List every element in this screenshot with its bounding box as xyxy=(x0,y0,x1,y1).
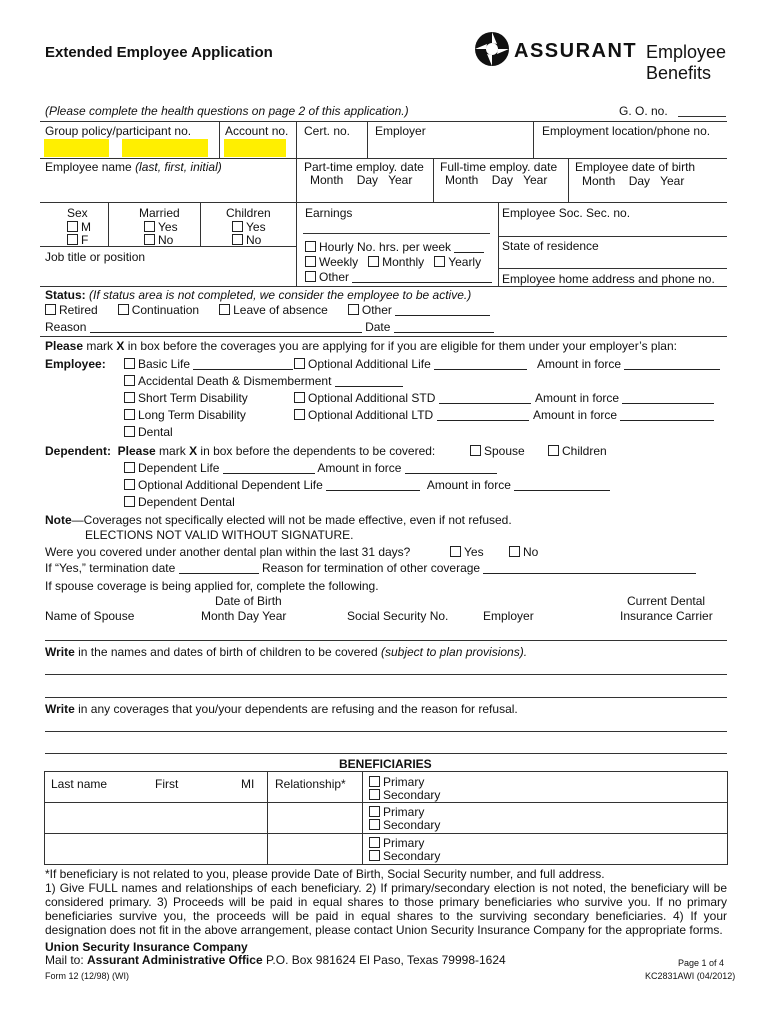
checkbox-icon[interactable] xyxy=(509,546,520,557)
dependent-line xyxy=(45,444,435,458)
refusal-entry-line-1[interactable] xyxy=(45,731,727,732)
dob-mdy-label: Month Day Year xyxy=(201,609,287,623)
assurant-logo xyxy=(473,30,511,71)
checkbox-icon[interactable] xyxy=(305,241,316,252)
secondary-label: Secondary xyxy=(383,849,441,863)
ltd-label: Long Term Disability xyxy=(138,408,246,422)
amount-line-3 xyxy=(533,408,714,422)
continuation-label: Continuation xyxy=(131,303,200,317)
location-label: Employment location/phone no. xyxy=(542,124,711,138)
logo-sub-benefits: Benefits xyxy=(646,63,712,83)
secondary-option[interactable] xyxy=(369,819,440,832)
secondary-option[interactable] xyxy=(369,850,440,863)
opt-add-life-field[interactable] xyxy=(434,369,527,370)
divider xyxy=(44,833,728,834)
dental-yes-option[interactable] xyxy=(450,545,484,559)
please-text: Please xyxy=(117,444,156,458)
refusal-entry-line-2[interactable] xyxy=(45,753,727,754)
date-label: Date xyxy=(365,320,391,334)
checkbox-icon[interactable] xyxy=(294,392,305,403)
birth-date-label: Employee date of birth xyxy=(575,160,696,174)
beneficiaries-title: BENEFICIARIES xyxy=(339,757,432,771)
note-label: Note xyxy=(45,513,72,527)
checkbox-icon[interactable] xyxy=(294,358,305,369)
note-line xyxy=(45,513,512,527)
sex-f-label: F xyxy=(81,233,89,247)
ben-rel-label: Relationship* xyxy=(275,777,346,791)
hours-field[interactable] xyxy=(454,252,484,253)
write-refusal-text: in any coverages that you/your dependents are refusing and the reason for refusal. xyxy=(74,702,518,716)
account-field[interactable] xyxy=(224,139,286,157)
x-text: X xyxy=(116,339,125,353)
status-label: Status: xyxy=(45,288,86,302)
divider xyxy=(568,158,569,202)
status-hint: (If status area is not completed, we consider the employee to be active.) xyxy=(89,288,472,302)
primary-label: Primary xyxy=(383,775,425,789)
employee-coverage-label: Employee: xyxy=(45,357,106,371)
divider xyxy=(296,121,297,158)
divider xyxy=(296,158,297,202)
instruction-text: (Please complete the health questions on page 2 of this application.) xyxy=(45,104,409,118)
ssn-label: Employee Soc. Sec. no. xyxy=(502,206,631,220)
write-children-line xyxy=(45,645,527,659)
divider xyxy=(44,864,728,865)
add-field[interactable] xyxy=(335,386,403,387)
yes-label: Yes xyxy=(464,545,484,559)
checkbox-icon[interactable] xyxy=(294,409,305,420)
checkbox-icon[interactable] xyxy=(67,234,78,245)
year-label: Year xyxy=(388,173,413,187)
full-time-label: Full-time employ. date xyxy=(440,160,558,174)
dental-label: Dental xyxy=(138,425,173,439)
office-name: Assurant Administrative Office xyxy=(87,953,263,967)
amount-label: Amount in force xyxy=(535,391,620,405)
children-no-option[interactable] xyxy=(232,233,261,247)
amount-label: Amount in force xyxy=(426,478,511,492)
opt-add-life-label: Optional Additional Life xyxy=(308,357,431,371)
dep-dental-label: Dependent Dental xyxy=(138,495,235,509)
basic-life-field[interactable] xyxy=(193,369,293,370)
divider xyxy=(44,802,728,803)
amount-label: Amount in force xyxy=(537,357,622,371)
write-refusal-line xyxy=(45,702,518,716)
hourly-option[interactable] xyxy=(305,240,484,254)
pay-freq-options xyxy=(305,255,481,269)
divider xyxy=(498,268,727,269)
retired-label: Retired xyxy=(59,303,98,317)
divider xyxy=(40,286,727,287)
dep-life-field[interactable] xyxy=(223,473,315,474)
status-line xyxy=(45,288,471,302)
checkbox-icon[interactable] xyxy=(369,776,380,787)
hourly-label: Hourly No. hrs. per week xyxy=(319,240,452,254)
amount-label: Amount in force xyxy=(533,408,618,422)
opt-ltd-label: Optional Additional LTD xyxy=(308,408,434,422)
children-cov-label: Children xyxy=(562,444,607,458)
ben-first-label: First xyxy=(155,777,179,791)
write-children-text: in the names and dates of birth of children to be covered xyxy=(74,645,381,659)
no-label: No xyxy=(246,233,262,247)
amount-field[interactable] xyxy=(405,473,497,474)
earnings-field[interactable] xyxy=(303,233,490,234)
status-other-field[interactable] xyxy=(395,315,490,316)
basic-life-option[interactable] xyxy=(124,357,293,371)
ltd-option[interactable] xyxy=(124,408,246,422)
amount-field[interactable] xyxy=(620,420,714,421)
amount-field[interactable] xyxy=(624,369,720,370)
std-option[interactable] xyxy=(124,391,248,405)
amount-line-1 xyxy=(537,357,720,371)
checkbox-icon[interactable] xyxy=(470,445,481,456)
month-label: Month xyxy=(445,173,479,187)
day-label: Day xyxy=(356,173,379,187)
other-field[interactable] xyxy=(352,282,492,283)
divider xyxy=(433,158,434,202)
spouse-ssn-label: Social Security No. xyxy=(347,609,449,623)
spouse-label: Spouse xyxy=(484,444,525,458)
reason-field[interactable] xyxy=(90,332,362,333)
secondary-label: Secondary xyxy=(383,788,441,802)
part-time-mdy xyxy=(310,173,412,187)
divider xyxy=(40,202,727,203)
page-number: Page 1 of 4 xyxy=(678,958,725,968)
checkbox-icon[interactable] xyxy=(45,304,56,315)
divider xyxy=(367,121,368,158)
checkbox-icon[interactable] xyxy=(369,819,380,830)
day-label: Day xyxy=(628,174,651,188)
divider xyxy=(362,771,363,864)
children-option[interactable] xyxy=(548,444,607,458)
job-title-label: Job title or position xyxy=(45,250,146,264)
dental-question: Were you covered under another dental plan within the last 31 days? xyxy=(45,545,411,559)
write-children-hint: (subject to plan provisions). xyxy=(380,645,528,659)
company-name: Union Security Insurance Company xyxy=(45,940,248,954)
checkbox-icon[interactable] xyxy=(124,496,135,507)
yes-label: Yes xyxy=(158,220,178,234)
divider xyxy=(44,771,45,864)
pay-other-option[interactable] xyxy=(305,270,492,284)
form-number: Form 12 (12/98) (WI) xyxy=(45,971,130,981)
primary-label: Primary xyxy=(383,805,425,819)
divider xyxy=(296,202,297,286)
dep-instr-text: in box before the dependents to be covered: xyxy=(197,444,436,458)
divider xyxy=(219,121,220,158)
checkbox-icon[interactable] xyxy=(434,256,445,267)
checkbox-icon[interactable] xyxy=(124,479,135,490)
no-label: No xyxy=(523,545,539,559)
part-time-label: Part-time employ. date xyxy=(304,160,424,174)
divider xyxy=(727,771,728,864)
note-text: —Coverages not specifically elected will not be made effective, even if not refused. xyxy=(71,513,512,527)
form-title: Extended Employee Application xyxy=(45,44,273,61)
term-label: If “Yes,” termination date xyxy=(45,561,176,575)
spouse-entry-line[interactable] xyxy=(45,640,727,641)
dep-dental-option[interactable] xyxy=(124,495,235,509)
add-label: Accidental Death & Dismemberment xyxy=(138,374,332,388)
ben-last-label: Last name xyxy=(51,777,108,791)
opt-add-life-option[interactable] xyxy=(294,357,527,371)
cert-label: Cert. no. xyxy=(304,124,351,138)
spouse-employer-label: Employer xyxy=(483,609,534,623)
children-entry-line-2[interactable] xyxy=(45,697,727,698)
x-text: X xyxy=(189,444,198,458)
dob-label: Date of Birth xyxy=(215,594,282,608)
employer-label: Employer xyxy=(375,124,426,138)
spouse-name-label: Name of Spouse xyxy=(45,609,135,623)
reason-term-field[interactable] xyxy=(483,573,696,574)
coverage-instruction xyxy=(45,339,677,353)
state-label: State of residence xyxy=(502,239,599,253)
month-label: Month xyxy=(582,174,616,188)
employee-name-text: Employee name xyxy=(45,160,132,174)
please-text: Please xyxy=(45,339,84,353)
checkbox-icon[interactable] xyxy=(124,375,135,386)
checkbox-icon[interactable] xyxy=(232,221,243,232)
logo-sub-employee: Employee xyxy=(646,42,727,62)
checkbox-icon[interactable] xyxy=(369,837,380,848)
checkbox-icon[interactable] xyxy=(144,234,155,245)
opt-ltd-field[interactable] xyxy=(437,420,529,421)
earnings-label: Earnings xyxy=(305,206,353,220)
married-yes-option[interactable] xyxy=(144,220,178,234)
amount-field[interactable] xyxy=(514,490,610,491)
amount-line-2 xyxy=(535,391,714,405)
spouse-option[interactable] xyxy=(470,444,525,458)
divider xyxy=(44,771,728,772)
ben-row-3-options xyxy=(369,837,440,863)
sex-label: Sex xyxy=(67,206,88,220)
spouse-instruction: If spouse coverage is being applied for, complete the following. xyxy=(45,579,379,593)
basic-life-label: Basic Life xyxy=(138,357,191,371)
weekly-label: Weekly xyxy=(319,255,359,269)
group-policy-label: Group policy/participant no. xyxy=(45,124,192,138)
employee-name-hint: (last, first, initial) xyxy=(135,160,222,174)
dental-option[interactable] xyxy=(124,425,173,439)
reason-term-label: Reason for termination of other coverage xyxy=(261,561,481,575)
assurant-logo-icon xyxy=(473,30,511,68)
full-time-mdy xyxy=(445,173,547,187)
day-label: Day xyxy=(491,173,514,187)
write-label: Write xyxy=(45,645,75,659)
opt-ltd-option[interactable] xyxy=(294,408,529,422)
checkbox-icon[interactable] xyxy=(124,462,135,473)
dental-no-option[interactable] xyxy=(509,545,538,559)
coverage-instr-text: in box before the coverages you are applying for if you are eligible for them under your employer’s plan: xyxy=(124,339,677,353)
checkbox-icon[interactable] xyxy=(67,221,78,232)
office-address: P.O. Box 981624 El Paso, Texas 79998-1624 xyxy=(262,953,506,967)
mark-text: mark xyxy=(155,444,190,458)
divider xyxy=(40,336,727,337)
children-entry-line-1[interactable] xyxy=(45,674,727,675)
divider xyxy=(200,202,201,246)
home-address-label: Employee home address and phone no. xyxy=(502,272,715,286)
ben-row-2-options xyxy=(369,806,440,832)
year-label: Year xyxy=(523,173,548,187)
go-no-label: G. O. no. xyxy=(619,104,668,118)
dep-life-option[interactable] xyxy=(124,461,497,475)
status-other-label: Other xyxy=(361,303,392,317)
divider xyxy=(267,771,268,864)
opt-dep-life-field[interactable] xyxy=(326,490,420,491)
logo-word: ASSURANT xyxy=(514,40,638,62)
amount-label: Amount in force xyxy=(317,461,402,475)
reason-line xyxy=(45,320,494,334)
divider xyxy=(40,121,727,122)
primary-label: Primary xyxy=(383,836,425,850)
sex-m-option[interactable] xyxy=(67,220,91,234)
group-policy-field[interactable] xyxy=(44,139,109,157)
sex-m-label: M xyxy=(81,220,91,234)
account-label: Account no. xyxy=(225,124,289,138)
divider xyxy=(498,202,499,286)
divider xyxy=(498,236,727,237)
opt-std-field[interactable] xyxy=(439,403,531,404)
carrier-label-2: Insurance Carrier xyxy=(620,609,713,623)
checkbox-icon[interactable] xyxy=(118,304,129,315)
checkbox-icon[interactable] xyxy=(305,256,316,267)
checkbox-icon[interactable] xyxy=(124,392,135,403)
std-label: Short Term Disability xyxy=(138,391,248,405)
opt-dep-life-label: Optional Additional Dependent Life xyxy=(138,478,323,492)
checkbox-icon[interactable] xyxy=(348,304,359,315)
amount-field[interactable] xyxy=(622,403,714,404)
employee-name-label xyxy=(45,160,222,174)
yearly-label: Yearly xyxy=(448,255,482,269)
add-option[interactable] xyxy=(124,374,403,388)
opt-std-label: Optional Additional STD xyxy=(308,391,436,405)
beneficiary-note: *If beneficiary is not related to you, please provide Date of Birth, Social Security number, and full address. xyxy=(45,867,605,881)
reason-label: Reason xyxy=(45,320,87,334)
mail-label: Mail to: xyxy=(45,953,88,967)
checkbox-icon[interactable] xyxy=(219,304,230,315)
ben-mi-label: MI xyxy=(241,777,255,791)
term-field[interactable] xyxy=(179,573,259,574)
dep-life-label: Dependent Life xyxy=(138,461,220,475)
opt-std-option[interactable] xyxy=(294,391,531,405)
leave-label: Leave of absence xyxy=(233,303,328,317)
checkbox-icon[interactable] xyxy=(368,256,379,267)
birth-mdy xyxy=(582,174,684,188)
date-field[interactable] xyxy=(394,332,494,333)
checkbox-icon[interactable] xyxy=(369,789,380,800)
divider xyxy=(108,202,109,246)
participant-field[interactable] xyxy=(122,139,208,157)
checkbox-icon[interactable] xyxy=(124,358,135,369)
children-yes-option[interactable] xyxy=(232,220,266,234)
year-label: Year xyxy=(660,174,685,188)
no-label: No xyxy=(158,233,174,247)
checkbox-icon[interactable] xyxy=(305,271,316,282)
checkbox-icon[interactable] xyxy=(548,445,559,456)
other-label: Other xyxy=(319,270,350,284)
checkbox-icon[interactable] xyxy=(124,409,135,420)
ben-row-1-options xyxy=(369,776,440,802)
carrier-label-1: Current Dental xyxy=(627,594,706,608)
sex-f-option[interactable] xyxy=(67,233,88,247)
beneficiary-rules: 1) Give FULL names and relationships of each beneficiary. 2) If primary/secondary election is not noted, the beneficiary will be considered primary. 3) Proceeds will be paid in equal shares to those primary beneficiaries who survive you. If no primary beneficiaries survive you, the proceeds will be paid in equal shares to the surviving secondary beneficiaries. 4) If your designation does not fit in the above arrangement, please contact Union Security Insurance Company for the appropriate forms. xyxy=(45,881,727,937)
mark-text: mark xyxy=(83,339,117,353)
children-label: Children xyxy=(226,206,271,220)
termination-line xyxy=(45,561,696,575)
checkbox-icon[interactable] xyxy=(232,234,243,245)
divider xyxy=(533,121,534,158)
checkbox-icon[interactable] xyxy=(450,546,461,557)
go-no-field[interactable] xyxy=(678,116,726,117)
checkbox-icon[interactable] xyxy=(369,806,380,817)
status-options xyxy=(45,303,490,317)
divider xyxy=(40,158,727,159)
month-label: Month xyxy=(310,173,344,187)
secondary-option[interactable] xyxy=(369,789,440,802)
married-label: Married xyxy=(139,206,180,220)
mail-line xyxy=(45,953,506,967)
checkbox-icon[interactable] xyxy=(144,221,155,232)
secondary-label: Secondary xyxy=(383,818,441,832)
write-label: Write xyxy=(45,702,75,716)
monthly-label: Monthly xyxy=(382,255,425,269)
dependent-label: Dependent: xyxy=(45,444,111,458)
checkbox-icon[interactable] xyxy=(124,426,135,437)
form-code: KC2831AWI (04/2012) xyxy=(645,971,736,981)
opt-dep-life-option[interactable] xyxy=(124,478,610,492)
checkbox-icon[interactable] xyxy=(369,850,380,861)
yes-label: Yes xyxy=(246,220,266,234)
married-no-option[interactable] xyxy=(144,233,173,247)
elections-text: ELECTIONS NOT VALID WITHOUT SIGNATURE. xyxy=(85,528,354,542)
